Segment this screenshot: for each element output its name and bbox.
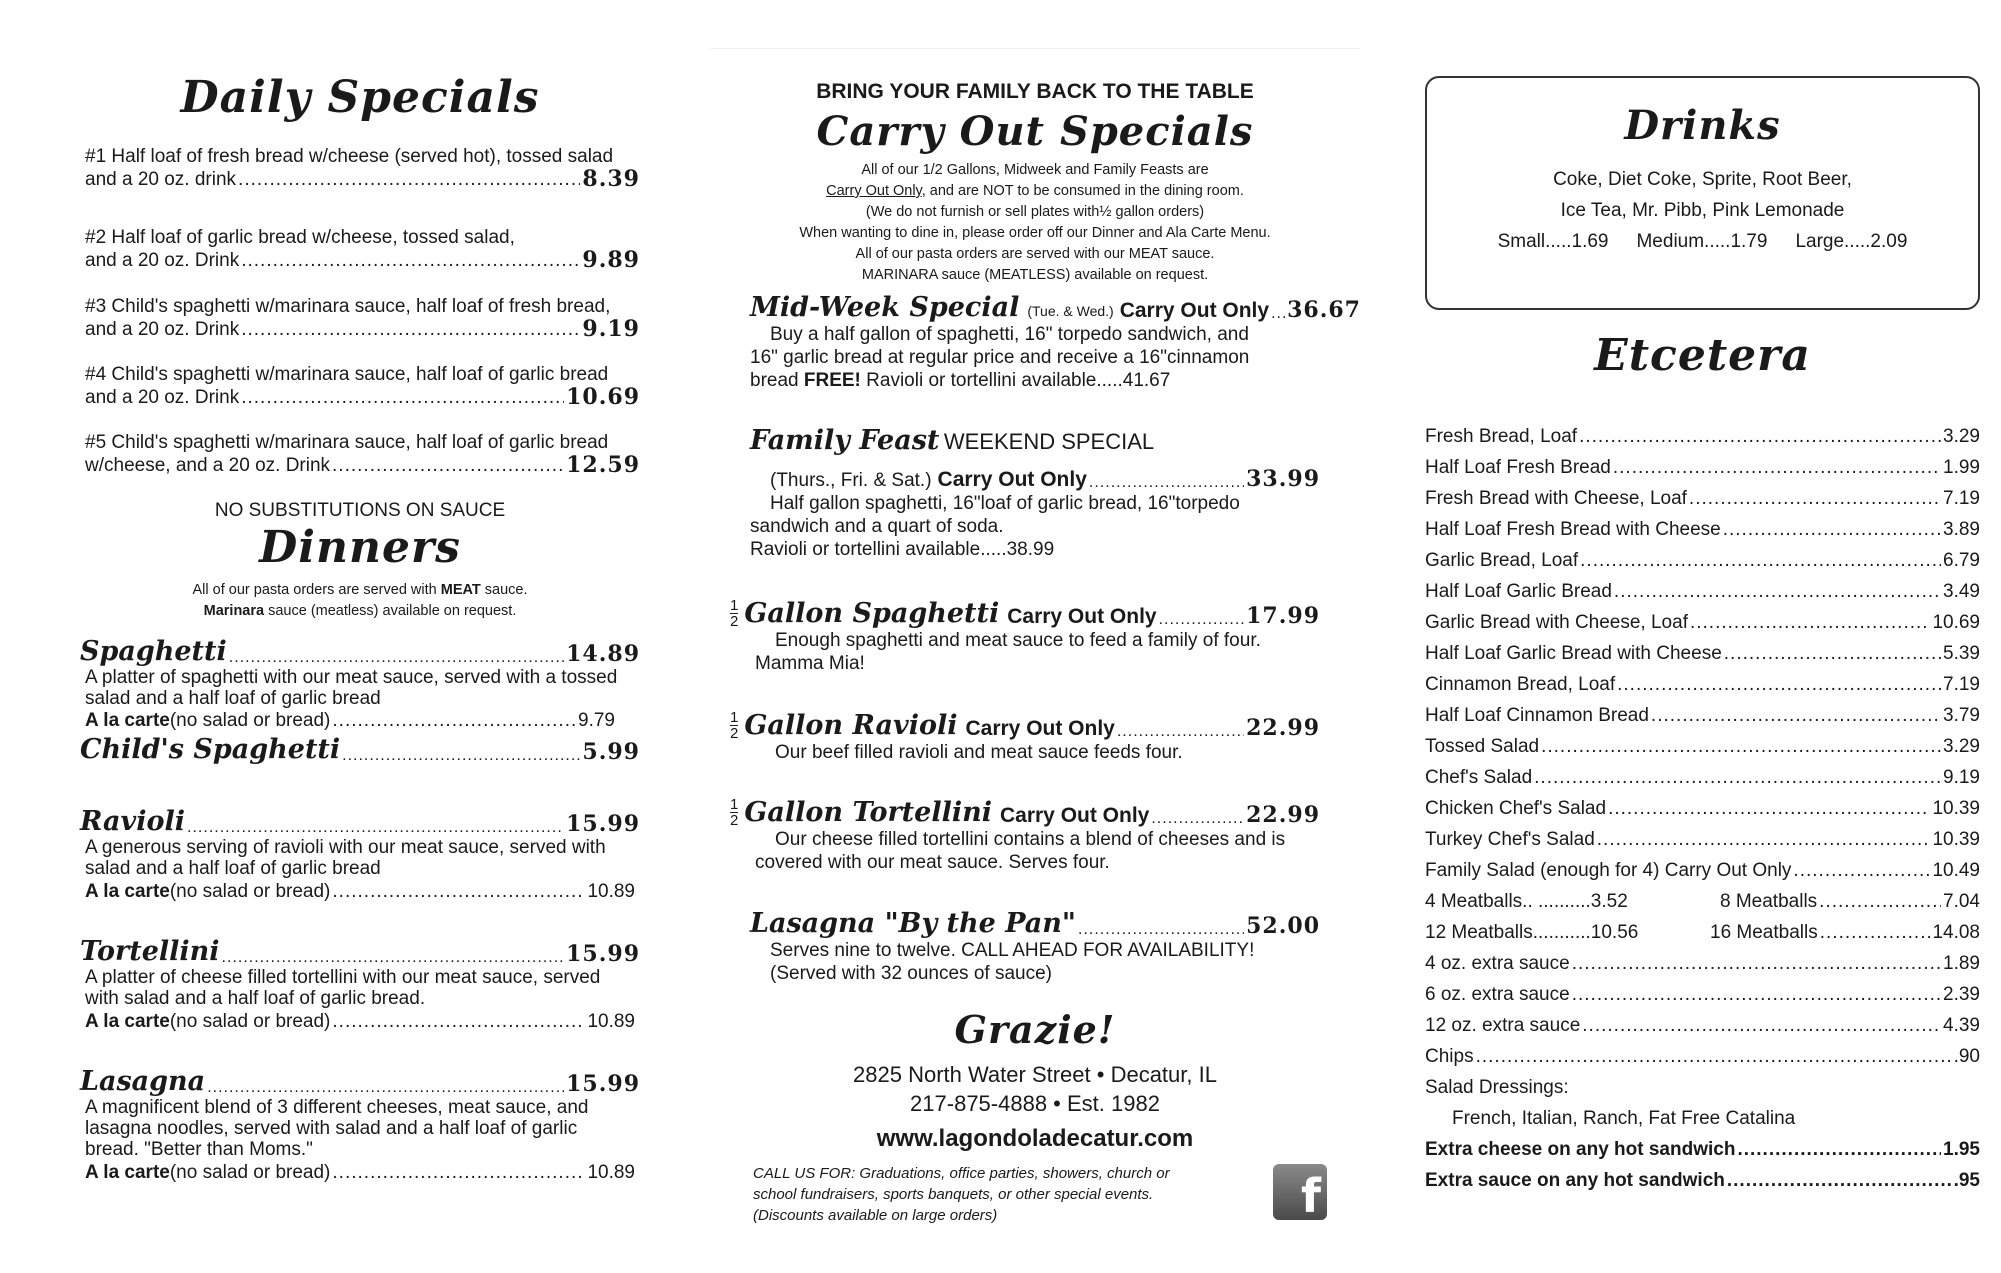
etc-item-name: 4 oz. extra sauce: [1425, 953, 1570, 974]
childs-spaghetti-name: Child's Spaghetti: [80, 734, 341, 765]
ravioli-ala-price: 10.89: [587, 881, 635, 902]
ravioli-desc-2: salad and a half loaf of garlic bread: [85, 858, 381, 879]
etc-item-price: 9.19: [1943, 767, 1980, 788]
midweek-desc-3a: bread: [750, 370, 804, 391]
drinks-small: Small.....1.69: [1497, 231, 1609, 252]
etc-item-name: 6 oz. extra sauce: [1425, 984, 1570, 1005]
carry-out-specials-heading: Carry Out Specials: [816, 108, 1254, 155]
spaghetti-ala-label: A la carte: [85, 710, 170, 731]
family-feast-weekend: WEEKEND SPECIAL: [943, 429, 1155, 454]
family-feast-desc-2: sandwich and a quart of soda.: [750, 516, 1004, 537]
call-us-line-3: (Discounts available on large orders): [753, 1207, 998, 1224]
drinks-line-2: Ice Tea, Mr. Pibb, Pink Lemonade: [1560, 200, 1845, 221]
dinner-tortellini: [80, 936, 640, 1035]
midweek-desc-3c: Ravioli or tortellini available.....41.67: [860, 370, 1171, 391]
carry-out-note-3: (We do not furnish or sell plates with½ gallon orders): [865, 204, 1205, 220]
half-den: 2: [730, 725, 739, 742]
lasagna-price: 15.99: [566, 1071, 640, 1097]
etc-item-price: 6.79: [1943, 550, 1980, 571]
daily-specials-heading: Daily Specials: [180, 72, 540, 123]
etc-item-price: 10.69: [1932, 612, 1980, 633]
dinner-spaghetti: [80, 636, 640, 765]
daily-special-1: [85, 145, 640, 191]
carry-out-note-4: When wanting to dine in, please order off our Dinner and Ala Carte Menu.: [799, 225, 1271, 241]
daily-special-2: [85, 226, 640, 272]
family-feast-name: Family Feast: [750, 425, 940, 456]
tortellini-ala-price: 10.89: [587, 1011, 635, 1032]
etc-item: [1425, 828, 1980, 852]
tagline: BRING YOUR FAMILY BACK TO THE TABLE: [816, 80, 1254, 103]
restaurant-phone: 217-875-4888 • Est. 1982: [910, 1091, 1160, 1116]
etc-item-name: 12 oz. extra sauce: [1425, 1015, 1581, 1036]
etc-item-name: Chips: [1425, 1046, 1474, 1067]
dinner-ravioli: [80, 806, 640, 905]
etc-item: [1425, 642, 1980, 666]
dinner-lasagna: [80, 1066, 640, 1186]
spaghetti-price: 14.89: [566, 641, 640, 667]
daily-special-4-line2: and a 20 oz. Drink: [85, 387, 240, 408]
midweek-desc-1: Buy a half gallon of spaghetti, 16" torpedo sandwich, and: [770, 324, 1249, 345]
etc-item-name: Fresh Bread with Cheese, Loaf: [1425, 488, 1687, 509]
gallon-spaghetti-desc-2: Mamma Mia!: [755, 653, 865, 674]
etc-item: [1425, 1014, 1980, 1038]
dinners-note: [75, 580, 645, 622]
call-us-line-2: school fundraisers, sports banquets, or other special events.: [753, 1186, 1154, 1203]
etc-item: [1425, 704, 1980, 728]
extra-sauce: [1425, 1169, 1980, 1193]
daily-special-3-price: 9.19: [582, 316, 640, 342]
daily-special-4-price: 10.69: [566, 384, 640, 410]
extra-sauce-label: Extra sauce on any hot sandwich: [1425, 1170, 1725, 1191]
family-feast-desc-3: Ravioli or tortellini available.....38.99: [750, 539, 1055, 560]
family-feast-price: 33.99: [1246, 466, 1320, 492]
etc-item-name: Chicken Chef's Salad: [1425, 798, 1607, 819]
tortellini-desc-2: with salad and a half loaf of garlic bread.: [85, 988, 426, 1009]
midweek-carry-out-only: Carry Out Only: [1119, 299, 1270, 322]
lasagna-name: Lasagna: [80, 1066, 206, 1097]
daily-special-5: [85, 431, 640, 477]
drinks-line-1: Coke, Diet Coke, Sprite, Root Beer,: [1553, 169, 1852, 190]
meatballs-row-2: [1425, 921, 1980, 945]
daily-special-1-line1: #1 Half loaf of fresh bread w/cheese (served hot), tossed salad: [85, 146, 614, 167]
grazie-heading: Grazie!: [954, 1007, 1116, 1052]
lasagna-ala-price: 10.89: [587, 1162, 635, 1183]
call-us-line-1: CALL US FOR: Graduations, office parties, showers, church or: [753, 1165, 1170, 1182]
gallon-tortellini-name: Gallon Tortellini: [744, 797, 992, 828]
etc-item-price: 3.79: [1943, 705, 1980, 726]
tortellini-ala-paren: (no salad or bread): [169, 1011, 331, 1032]
family-feast-days: (Thurs., Fri. & Sat.): [770, 470, 932, 491]
etc-item-name: Family Salad (enough for 4) Carry Out Only: [1425, 860, 1792, 881]
etc-item: [1425, 487, 1980, 511]
half-fraction: [730, 710, 738, 741]
etc-item: [1425, 611, 1980, 635]
spaghetti-desc-2: salad and a half loaf of garlic bread: [85, 688, 381, 709]
meatballs-8-price: 7.04: [1943, 891, 1980, 912]
midweek-name: Mid-Week Special: [750, 292, 1020, 323]
etc-item: [1425, 518, 1980, 542]
dinners-note-1c: sauce.: [480, 582, 528, 598]
meatballs-16-price: 14.08: [1932, 922, 1980, 943]
etc-item: [1425, 425, 1980, 449]
etc-item-name: Chef's Salad: [1425, 767, 1533, 788]
etc-item-price: 10.39: [1932, 798, 1980, 819]
etc-item-price: 3.29: [1943, 426, 1980, 447]
daily-special-2-price: 9.89: [582, 247, 640, 273]
etc-item-price: 3.29: [1943, 736, 1980, 757]
etc-item-name: Garlic Bread, Loaf: [1425, 550, 1579, 571]
lasagna-desc-1: A magnificent blend of 3 different cheeses, meat sauce, and: [85, 1097, 589, 1118]
salad-dressings-label: Salad Dressings:: [1425, 1077, 1569, 1098]
etc-item-price: 3.49: [1943, 581, 1980, 602]
lasagna-pan-desc-2: (Served with 32 ounces of sauce): [770, 963, 1052, 984]
etc-item-price: 4.39: [1943, 1015, 1980, 1036]
etc-item: [1425, 673, 1980, 697]
top-divider: [710, 48, 1360, 49]
drinks-medium: Medium.....1.79: [1636, 231, 1768, 252]
etc-item-price: 3.89: [1943, 519, 1980, 540]
daily-special-3: [85, 295, 640, 341]
half-den: 2: [730, 812, 739, 829]
etc-item: [1425, 735, 1980, 759]
gallon-tortellini-desc-1: Our cheese filled tortellini contains a blend of cheeses and is: [775, 829, 1286, 850]
meatballs-16-label: 16 Meatballs: [1710, 922, 1818, 943]
tortellini-desc-1: A platter of cheese filled tortellini with our meat sauce, served: [85, 967, 601, 988]
ravioli-ala-label: A la carte: [85, 881, 170, 902]
extra-sauce-price: .95: [1953, 1170, 1980, 1191]
etc-item-name: Tossed Salad: [1425, 736, 1540, 757]
carry-out-note-5: All of our pasta orders are served with our MEAT sauce.: [855, 246, 1215, 262]
daily-special-1-price: 8.39: [582, 166, 640, 192]
facebook-icon[interactable]: f: [1273, 1164, 1327, 1220]
etc-item: [1425, 983, 1980, 1007]
gallon-tortellini: [730, 797, 1320, 874]
no-substitutions-note: NO SUBSTITUTIONS ON SAUCE: [214, 500, 506, 521]
half-fraction: [730, 598, 738, 629]
etc-item-name: Garlic Bread with Cheese, Loaf: [1425, 612, 1688, 633]
tortellini-ala-label: A la carte: [85, 1011, 170, 1032]
gallon-tortellini-price: 22.99: [1246, 802, 1320, 828]
gallon-spaghetti: [730, 598, 1320, 675]
etc-item: [1425, 1045, 1980, 1069]
etc-item-price: 7.19: [1943, 674, 1980, 695]
half-fraction: [730, 797, 738, 828]
lasagna-pan-name: Lasagna "By the Pan": [750, 908, 1077, 939]
drinks-large: Large.....2.09: [1795, 231, 1908, 252]
extra-cheese: [1425, 1138, 1980, 1162]
etc-item-name: Half Loaf Garlic Bread: [1425, 581, 1612, 602]
drinks-heading: Drinks: [1624, 102, 1781, 149]
gallon-ravioli-name: Gallon Ravioli: [744, 710, 958, 741]
carry-out-notes: [705, 160, 1365, 286]
carry-out-note-6: MARINARA sauce (MEATLESS) available on request.: [861, 267, 1209, 283]
lasagna-pan-desc-1: Serves nine to twelve. CALL AHEAD FOR AVAILABILITY!: [770, 940, 1255, 961]
etc-item-name: Turkey Chef's Salad: [1425, 829, 1595, 850]
spaghetti-desc-1: A platter of spaghetti with our meat sauce, served with a tossed: [85, 667, 618, 688]
spaghetti-name: Spaghetti: [80, 636, 227, 667]
midweek-special: [750, 292, 1362, 392]
etc-item: [1425, 456, 1980, 480]
etc-item-name: Half Loaf Cinnamon Bread: [1425, 705, 1649, 726]
ravioli-ala-paren: (no salad or bread): [169, 881, 331, 902]
dinners-heading: Dinners: [259, 522, 461, 573]
gallon-spaghetti-name: Gallon Spaghetti: [744, 598, 1000, 629]
etc-item-price: .90: [1953, 1046, 1980, 1067]
gallon-tortellini-carry-out-only: Carry Out Only: [999, 804, 1150, 827]
half-num: 1: [730, 597, 739, 614]
etc-item: [1425, 766, 1980, 790]
half-num: 1: [730, 709, 739, 726]
ravioli-name: Ravioli: [80, 806, 186, 837]
lasagna-pan-price: 52.00: [1246, 913, 1320, 939]
etc-item-price: 5.39: [1943, 643, 1980, 664]
ravioli-desc-1: A generous serving of ravioli with our meat sauce, served with: [85, 837, 606, 858]
gallon-spaghetti-carry-out-only: Carry Out Only: [1007, 605, 1157, 628]
etc-item-price: 1.89: [1943, 953, 1980, 974]
daily-special-4-line1: #4 Child's spaghetti w/marinara sauce, half loaf of garlic bread: [85, 364, 609, 385]
family-feast-desc-1: Half gallon spaghetti, 16"loaf of garlic bread, 16"torpedo: [770, 493, 1240, 514]
daily-special-3-line1: #3 Child's spaghetti w/marinara sauce, half loaf of fresh bread,: [85, 296, 611, 317]
etc-item-price: 7.19: [1943, 488, 1980, 509]
daily-special-2-line1: #2 Half loaf of garlic bread w/cheese, tossed salad,: [85, 227, 515, 248]
tortellini-price: 15.99: [566, 941, 640, 967]
carry-out-note-2-rest: , and are NOT to be consumed in the dining room.: [921, 183, 1244, 199]
etc-item: [1425, 549, 1980, 573]
lasagna-by-the-pan: [750, 908, 1320, 985]
gallon-spaghetti-price: 17.99: [1246, 603, 1320, 629]
dinners-note-1a: All of our pasta orders are served with: [192, 582, 441, 598]
gallon-ravioli-carry-out-only: Carry Out Only: [965, 717, 1115, 740]
daily-special-5-price: 12.59: [566, 452, 640, 478]
daily-special-3-line2: and a 20 oz. Drink: [85, 319, 240, 340]
lasagna-ala-label: A la carte: [85, 1162, 170, 1183]
etc-item-price: 2.39: [1943, 984, 1980, 1005]
meatballs-12: 12 Meatballs...........10.56: [1425, 922, 1639, 943]
midweek-desc-3b: FREE!: [803, 370, 861, 391]
daily-special-5-line1: #5 Child's spaghetti w/marinara sauce, half loaf of garlic bread: [85, 432, 609, 453]
daily-special-2-line2: and a 20 oz. Drink: [85, 250, 240, 271]
gallon-tortellini-desc-2: covered with our meat sauce. Serves four.: [755, 852, 1110, 873]
lasagna-desc-3: bread. "Better than Moms.": [85, 1139, 313, 1160]
extra-cheese-label: Extra cheese on any hot sandwich: [1425, 1139, 1736, 1160]
daily-special-1-line2: and a 20 oz. drink: [85, 169, 237, 190]
etc-item: [1425, 580, 1980, 604]
gallon-spaghetti-desc-1: Enough spaghetti and meat sauce to feed a family of four.: [775, 630, 1261, 651]
family-feast-carry-out-only: Carry Out Only: [937, 468, 1087, 491]
midweek-desc-2: 16" garlic bread at regular price and receive a 16"cinnamon: [750, 347, 1250, 368]
etc-item: [1425, 859, 1980, 883]
etc-item-price: 10.49: [1932, 860, 1980, 881]
etcetera-column: [1425, 0, 1985, 1273]
etcetera-heading: Etcetera: [1594, 330, 1811, 381]
spaghetti-ala-price: 9.79: [578, 710, 615, 731]
salad-dressings-list: French, Italian, Ranch, Fat Free Catalina: [1452, 1108, 1796, 1129]
gallon-ravioli-desc-1: Our beef filled ravioli and meat sauce feeds four.: [775, 742, 1183, 763]
extra-cheese-price: 1.95: [1943, 1139, 1980, 1160]
left-column: [75, 0, 645, 1273]
etc-item-name: Cinnamon Bread, Loaf: [1425, 674, 1616, 695]
meatballs-4: 4 Meatballs.. ..........3.52: [1425, 891, 1628, 912]
etc-item-name: Half Loaf Fresh Bread with Cheese: [1425, 519, 1721, 540]
restaurant-address: 2825 North Water Street • Decatur, IL: [853, 1062, 1217, 1087]
tortellini-name: Tortellini: [80, 936, 220, 967]
dinners-note-2b: sauce (meatless) available on request.: [264, 603, 517, 619]
daily-special-5-line2: w/cheese, and a 20 oz. Drink: [85, 455, 331, 476]
dinners-note-2a: Marinara: [203, 603, 265, 619]
website-link[interactable]: www.lagondoladecatur.com: [876, 1125, 1194, 1152]
half-den: 2: [730, 613, 739, 630]
meatballs-row-1: [1425, 890, 1980, 914]
lasagna-desc-2: lasagna noodles, served with salad and a half loaf of garlic: [85, 1118, 578, 1139]
dinners-note-1b: MEAT: [440, 582, 481, 598]
gallon-ravioli-price: 22.99: [1246, 715, 1320, 741]
daily-special-4: [85, 363, 640, 409]
ravioli-price: 15.99: [566, 811, 640, 837]
etc-item: [1425, 797, 1980, 821]
carry-out-note-2-underlined: Carry Out Only: [826, 183, 922, 199]
spaghetti-ala-paren: (no salad or bread): [169, 710, 331, 731]
meatballs-8-label: 8 Meatballs: [1720, 891, 1818, 912]
midweek-price: 36.67: [1287, 297, 1361, 323]
etc-item: [1425, 952, 1980, 976]
etc-item-name: Half Loaf Fresh Bread: [1425, 457, 1611, 478]
lasagna-ala-paren: (no salad or bread): [169, 1162, 331, 1183]
half-num: 1: [730, 796, 739, 813]
etc-item-name: Fresh Bread, Loaf: [1425, 426, 1578, 447]
midweek-days: (Tue. & Wed.): [1027, 303, 1114, 319]
call-us-note: [753, 1163, 1263, 1226]
gallon-ravioli: [730, 710, 1320, 764]
etc-item-name: Half Loaf Garlic Bread with Cheese: [1425, 643, 1722, 664]
etc-item-price: 10.39: [1932, 829, 1980, 850]
carry-out-note-1: All of our 1/2 Gallons, Midweek and Family Feasts are: [861, 162, 1209, 178]
middle-column: [705, 0, 1365, 1273]
childs-spaghetti-price: 5.99: [582, 739, 640, 765]
family-feast: [750, 425, 1320, 561]
etc-item-price: 1.99: [1943, 457, 1980, 478]
